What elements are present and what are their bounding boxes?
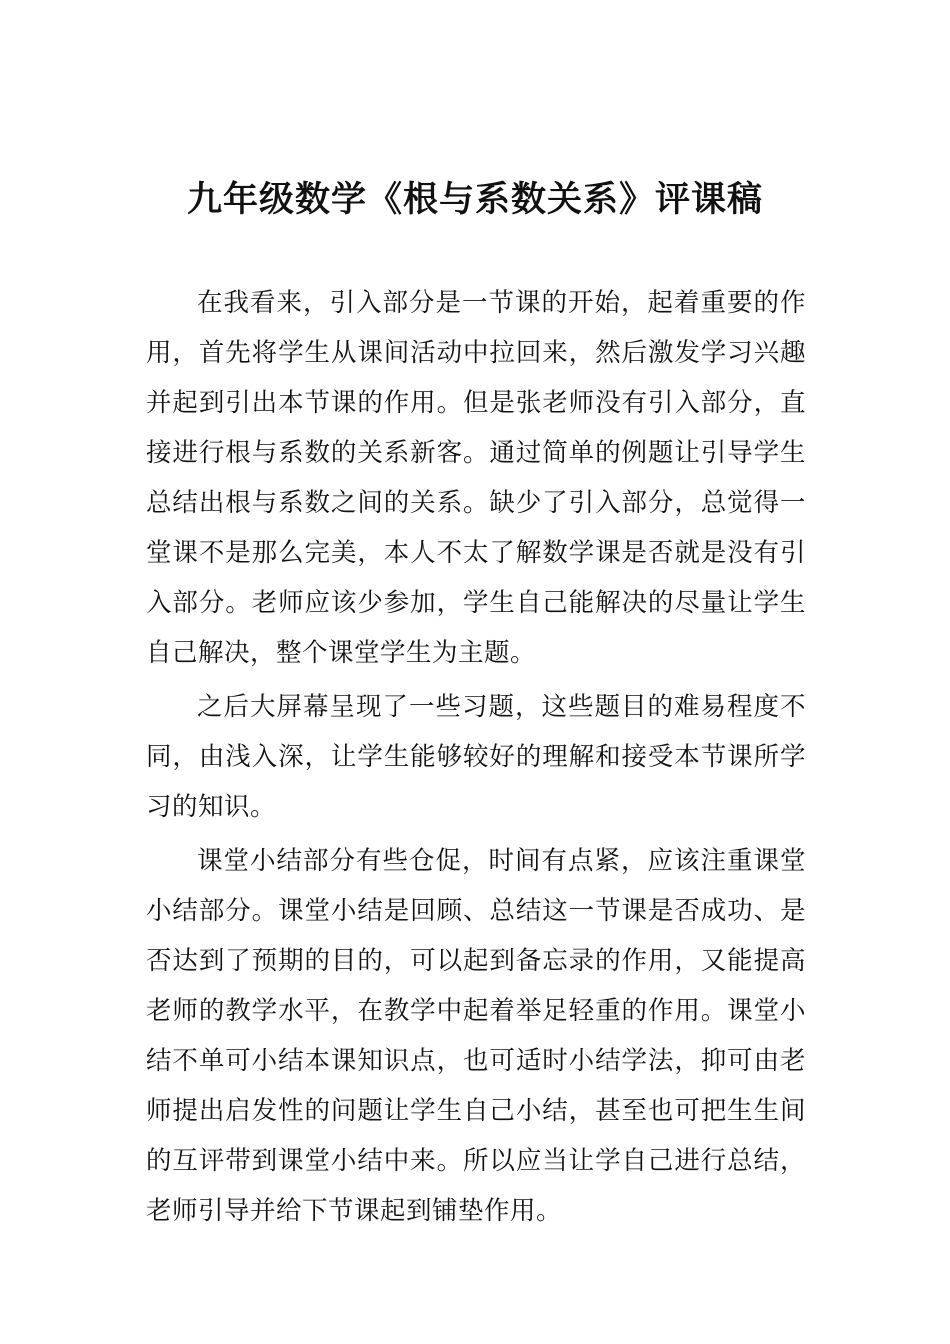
paragraph-summary-review: 课堂小结部分有些仓促，时间有点紧，应该注重课堂小结部分。课堂小结是回顾、总结这一节课是否成功、是否达到了预期的目的，可以起到备忘录的作用，又能提高老师的教学水平，在教学中起着举足轻重的作用。课堂小结不单可小结本课知识点，也可适时小结学法，抑可由老师提出启发性的问题让学生自己小结，甚至也可把生生间的互评带到课堂小结中来。所以应当让学自己进行总结，老师引导并给下节课起到铺垫作用。 bbox=[146, 846, 806, 1226]
document-title: 九年级数学《根与系数关系》评课稿 bbox=[186, 180, 763, 220]
document-body bbox=[146, 278, 806, 1240]
paragraph-intro-review: 在我看来，引入部分是一节课的开始，起着重要的作用，首先将学生从课间活动中拉回来，然后激发学习兴趣并起到引出本节课的作用。但是张老师没有引入部分，直接进行根与系数的关系新客。通过简单的例题让引导学生总结出根与系数之间的关系。缺少了引入部分，总觉得一堂课不是那么完美，本人不太了解数学课是否就是没有引入部分。老师应该少参加，学生自己能解决的尽量让学生自己解决，整个课堂学生为主题。 bbox=[146, 288, 806, 668]
paragraph-exercises-review: 之后大屏幕呈现了一些习题，这些题目的难易程度不同，由浅入深，让学生能够较好的理解和接受本节课所学习的知识。 bbox=[146, 692, 806, 822]
